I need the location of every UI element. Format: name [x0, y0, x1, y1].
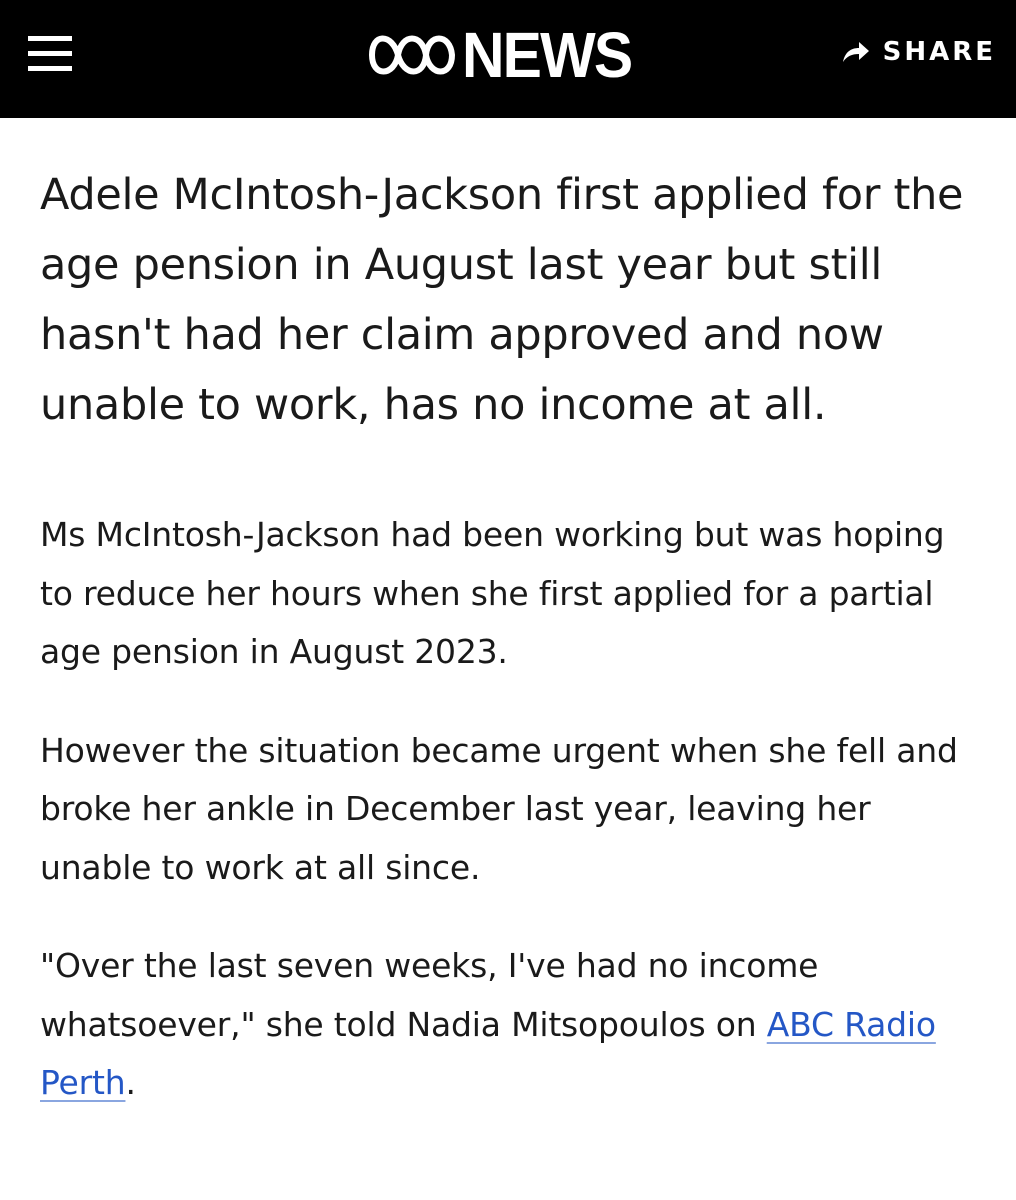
abc-radio-perth-link[interactable]: ABC Radio Perth [40, 1004, 936, 1102]
quote-end: . [125, 1063, 136, 1102]
quote-text: "Over the last seven weeks, I've had no income whatsoever," she told Nadia Mitsopoulos on [40, 946, 819, 1044]
article-paragraph: Ms McIntosh-Jackson had been working but was hoping to reduce her hours when she first applied for a partial age pension in August 2023. [40, 515, 945, 671]
share-arrow-icon [841, 40, 871, 64]
top-navigation-bar [0, 0, 1016, 118]
menu-line [28, 36, 72, 41]
share-button[interactable] [841, 36, 996, 68]
abc-news-logo[interactable] [368, 19, 646, 91]
article-quote-paragraph [40, 937, 980, 1113]
menu-line [28, 66, 72, 71]
share-label: SHARE [882, 37, 996, 67]
news-wordmark: NEWS [462, 19, 632, 91]
article-body [40, 160, 980, 1113]
abc-lissajous-logo-icon [368, 29, 456, 81]
menu-line [28, 51, 72, 56]
article-paragraph: However the situation became urgent when she fell and broke her ankle in December last year, leaving her unable to work at all since. [40, 730, 958, 887]
hamburger-menu-icon[interactable] [20, 30, 80, 80]
article-lede: Adele McIntosh-Jackson first applied for the age pension in August last year but still hasn't had her claim approved and now unable to work, has no income at all. [40, 170, 964, 430]
